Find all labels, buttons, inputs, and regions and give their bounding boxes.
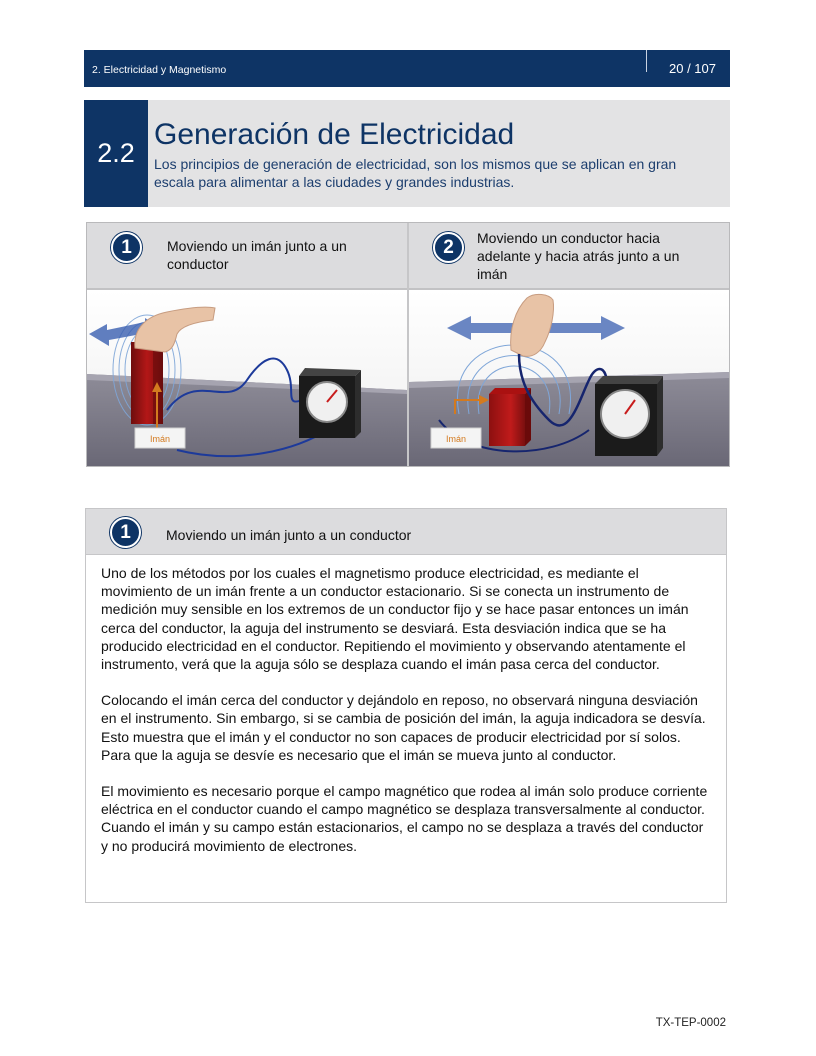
magnet-label: Imán [149,434,171,444]
paragraph: El movimiento es necesario porque el campo magnético que rodea al imán solo produce corriente eléctrica en el conductor cuando el campo magnético se desplaza transversalmente al conductor. Cuando el imán y su campo están estacionarios, el campo no se desplaza a través del conductor y no producirá movimiento de electrones. [101,783,708,854]
section-number: 2.2 [84,100,148,207]
section-title: Generación de Electricidad [154,118,515,151]
section-header [84,100,730,207]
step-badge: 1 [111,232,142,263]
step-badge: 2 [433,232,464,263]
magnet-label: Imán [445,434,467,444]
figure-panel-1 [87,223,409,466]
page-counter: 20 / 107 [669,61,716,76]
explanation-box [85,508,727,903]
conductor-moving-illustration [409,290,729,466]
step-badge: 1 [110,517,141,548]
chapter-label: 2. Electricidad y Magnetismo [92,64,227,76]
explanation-header [86,509,726,555]
top-bar [84,50,730,87]
magnet-moving-illustration [87,290,407,466]
panel-caption [87,223,407,290]
explanation-title: Moviendo un imán junto a un conductor [166,527,412,543]
paragraph: Colocando el imán cerca del conductor y dejándolo en reposo, no observará ninguna desviación en el instrumento. Sin embargo, si se cambia de posición del imán, la aguja indicadora se desvía. Esto muestra que el imán y el conductor no son capaces de producir electricidad por sí solos. Para que la aguja se desvíe es necesario que el imán se mueva junto al conductor. [101,692,706,763]
paragraph: Uno de los métodos por los cuales el magnetismo produce electricidad, es mediante el movimiento de un imán frente a un conductor estacionario. Si se conecta un instrumento de medición muy sensible en los extremos de un conductor fijo y se hace pasar entonces un imán cerca del conductor, la aguja del instrumento se desviará. Esta desviación indica que se ha producido electricidad en el conductor. Repitiendo el movimiento y observando atentamente el instrumento, verá que la aguja sólo se desplaza cuando el imán pasa cerca del conductor. [101,565,689,673]
panel-caption [409,223,729,290]
illustration-figure [86,222,730,467]
document-code: TX-TEP-0002 [655,1017,726,1029]
panel-caption-text: Moviendo un conductor hacia adelante y hacia atrás junto a un imán [477,230,680,282]
topbar-divider [646,50,647,72]
section-subtitle: Los principios de generación de electricidad, son los mismos que se aplican en gran escala para alimentar a las ciudades y grandes industrias. [154,156,677,190]
explanation-body [101,564,713,873]
panel-caption-text: Moviendo un imán junto a un conductor [167,238,347,272]
figure-panel-2 [409,223,729,466]
